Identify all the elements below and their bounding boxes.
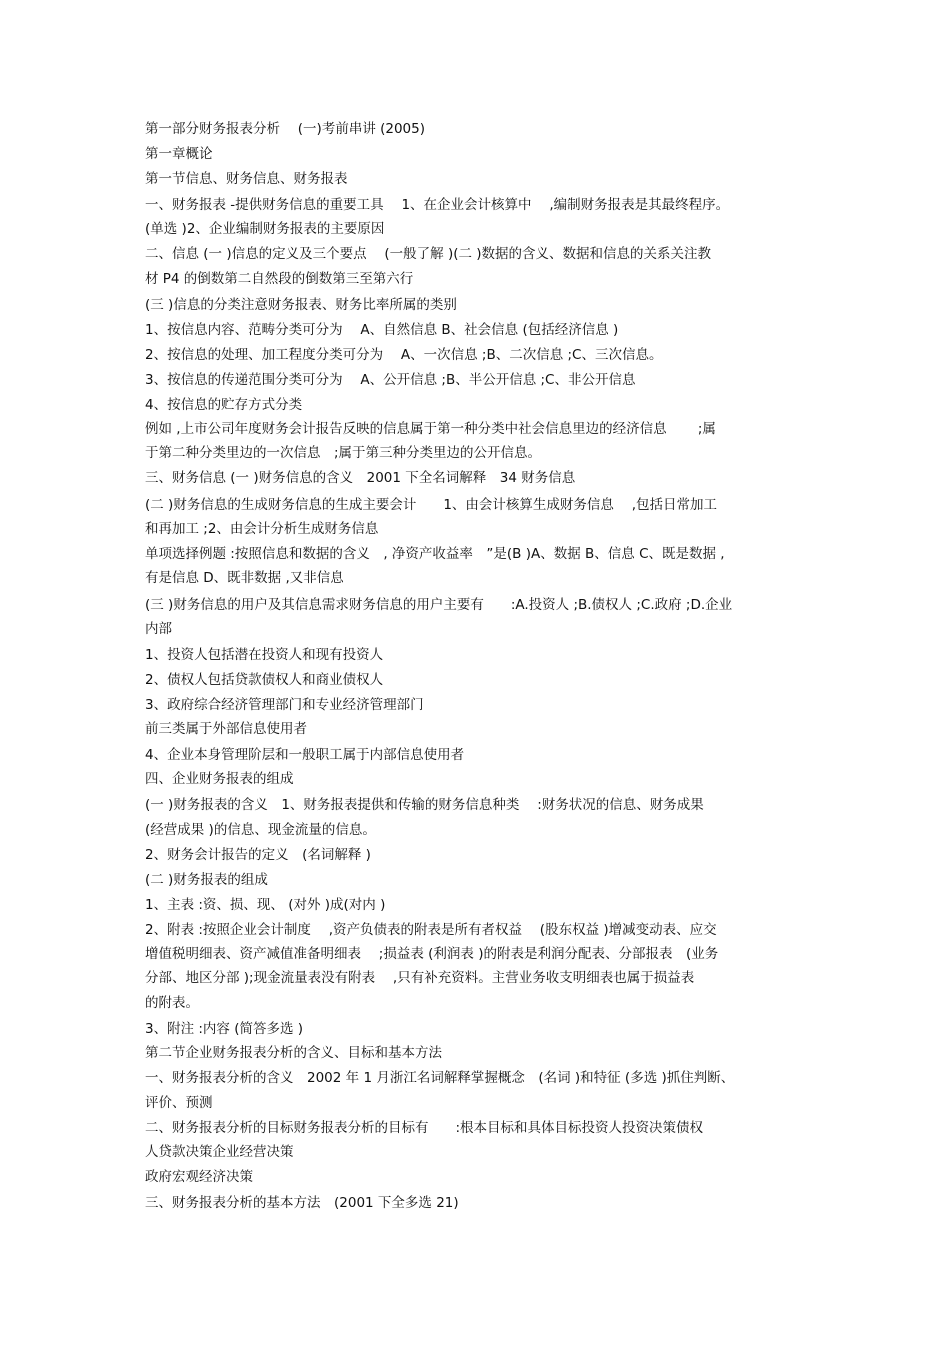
- paragraph-line: 分部、地区分部 );现金流量表没有附表 ,只有补充资料。主营业务收支明细表也属于损益表: [145, 970, 695, 986]
- paragraph-line: 2、财务会计报告的定义 (名词解释 ): [145, 847, 371, 863]
- paragraph-line: 1、投资人包括潜在投资人和现有投资人: [145, 647, 384, 663]
- paragraph-line: 材 P4 的倒数第二自然段的倒数第三至第六行: [145, 271, 414, 287]
- paragraph-line: 前三类属于外部信息使用者: [145, 721, 307, 737]
- paragraph-line: 评价、预测: [145, 1095, 213, 1111]
- paragraph-line: 4、按信息的贮存方式分类: [145, 397, 303, 413]
- paragraph-line: (三 )财务信息的用户及其信息需求财务信息的用户主要有 :A.投资人 ;B.债权人 ;C.政府 ;D.企业: [145, 597, 733, 613]
- paragraph-line: 政府宏观经济决策: [145, 1169, 253, 1185]
- paragraph-line: 内部: [145, 621, 172, 637]
- paragraph-line: (三 )信息的分类注意财务报表、财务比率所属的类别: [145, 297, 457, 313]
- paragraph-line: 3、按信息的传递范围分类可分为 A、公开信息 ;B、半公开信息 ;C、非公开信息: [145, 372, 636, 388]
- paragraph-line: 于第二种分类里边的一次信息 ;属于第三种分类里边的公开信息。: [145, 445, 542, 461]
- heading-section-one: 第一节信息、财务信息、财务报表: [145, 171, 348, 187]
- paragraph-line: 一、财务报表 -提供财务信息的重要工具 1、在企业会计核算中 ,编制财务报表是其最终程序。: [145, 197, 730, 213]
- paragraph-line: 1、主表 :资、损、现、 (对外 )成(对内 ): [145, 897, 386, 913]
- paragraph-line: 3、政府综合经济管理部门和专业经济管理部门: [145, 697, 424, 713]
- paragraph-line: 2、按信息的处理、加工程度分类可分为 A、一次信息 ;B、二次信息 ;C、三次信息。: [145, 347, 663, 363]
- paragraph-line: 一、财务报表分析的含义 2002 年 1 月浙江名词解释掌握概念 (名词 )和特征 (多选 )抓住判断、: [145, 1070, 735, 1086]
- paragraph-line: 3、附注 :内容 (简答多选 ): [145, 1021, 304, 1037]
- paragraph-line: 的附表。: [145, 995, 199, 1011]
- heading-part-one: 第一部分财务报表分析 (一)考前串讲 (2005): [145, 121, 426, 137]
- paragraph-line: 四、企业财务报表的组成: [145, 771, 294, 787]
- paragraph-line: (二 )财务信息的生成财务信息的生成主要会计 1、由会计核算生成财务信息 ,包括日常加工: [145, 497, 717, 513]
- paragraph-line: (二 )财务报表的组成: [145, 872, 268, 888]
- paragraph-line: 三、财务信息 (一 )财务信息的含义 2001 下全名词解释 34 财务信息: [145, 470, 576, 486]
- paragraph-line: (经营成果 )的信息、现金流量的信息。: [145, 822, 376, 838]
- heading-chapter-one: 第一章概论: [145, 146, 213, 162]
- paragraph-line: (一 )财务报表的含义 1、财务报表提供和传输的财务信息种类 :财务状况的信息、财务成果: [145, 797, 704, 813]
- paragraph-line: 1、按信息内容、范畴分类可分为 A、自然信息 B、社会信息 (包括经济信息 ): [145, 322, 619, 338]
- paragraph-line: 二、财务报表分析的目标财务报表分析的目标有 :根本目标和具体目标投资人投资决策债权: [145, 1120, 704, 1136]
- paragraph-line: 三、财务报表分析的基本方法 (2001 下全多选 21): [145, 1195, 459, 1211]
- paragraph-line: 4、企业本身管理阶层和一般职工属于内部信息使用者: [145, 747, 465, 763]
- paragraph-line: 和再加工 ;2、由会计分析生成财务信息: [145, 521, 379, 537]
- paragraph-line: 例如 ,上市公司年度财务会计报告反映的信息属于第一种分类中社会信息里边的经济信息 ;属: [145, 421, 716, 437]
- paragraph-line: 人贷款决策企业经营决策: [145, 1144, 294, 1160]
- paragraph-line: 有是信息 D、既非数据 ,又非信息: [145, 570, 344, 586]
- paragraph-line: (单选 )2、企业编制财务报表的主要原因: [145, 221, 385, 237]
- paragraph-line: 二、信息 (一 )信息的定义及三个要点 (一般了解 )(二 )数据的含义、数据和信息的关系关注教: [145, 246, 712, 262]
- paragraph-line: 2、债权人包括贷款债权人和商业债权人: [145, 672, 384, 688]
- paragraph-line: 单项选择例题 :按照信息和数据的含义 , 净资产收益率 ”是(B )A、数据 B、信息 C、既是数据 ,: [145, 546, 725, 562]
- heading-section-two: 第二节企业财务报表分析的含义、目标和基本方法: [145, 1045, 442, 1061]
- paragraph-line: 增值税明细表、资产减值准备明细表 ;损益表 (利润表 )的附表是利润分配表、分部报表 (业务: [145, 946, 719, 962]
- paragraph-line: 2、附表 :按照企业会计制度 ,资产负债表的附表是所有者权益 (股东权益 )增减变动表、应交: [145, 922, 717, 938]
